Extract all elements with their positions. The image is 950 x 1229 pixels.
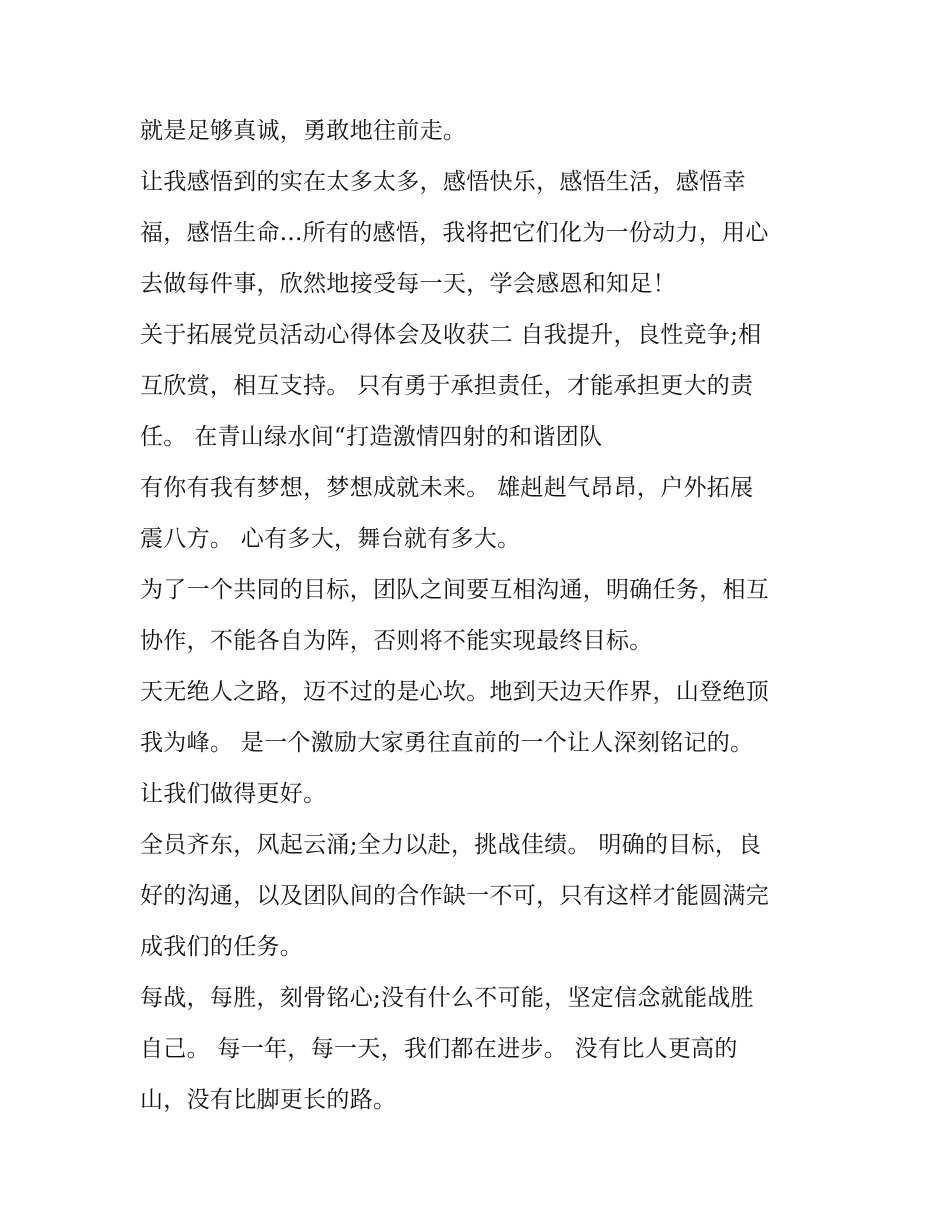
text-line: 福，感悟生命...所有的感悟，我将把它们化为一份动力，用心 bbox=[140, 220, 769, 246]
text-line: 就是足够真诚，勇敢地往前走。 bbox=[140, 118, 467, 144]
text-line: 关于拓展党员活动心得体会及收获二 自我提升，良性竞争;相 bbox=[140, 322, 762, 348]
text-line: 有你有我有梦想，梦想成就未来。 雄赳赳气昂昂，户外拓展 bbox=[140, 475, 754, 501]
text-line: 成我们的任务。 bbox=[140, 934, 304, 960]
text-line: 全员齐东，风起云涌;全力以赴，挑战佳绩。 明确的目标，良 bbox=[140, 832, 762, 858]
text-line: 让我们做得更好。 bbox=[140, 781, 327, 807]
text-line: 让我感悟到的实在太多太多，感悟快乐，感悟生活，感悟幸 bbox=[140, 169, 746, 195]
text-line: 天无绝人之路，迈不过的是心坎。地到天边天作界，山登绝顶 bbox=[140, 679, 770, 705]
text-line: 好的沟通，以及团队间的合作缺一不可，只有这样才能圆满完 bbox=[140, 883, 770, 909]
text-line: 每战，每胜，刻骨铭心;没有什么不可能，坚定信念就能战胜 bbox=[140, 985, 754, 1011]
text-line: 震八方。 心有多大，舞台就有多大。 bbox=[140, 526, 521, 552]
document-body bbox=[140, 106, 820, 1126]
text-line: 互欣赏，相互支持。 只有勇于承担责任，才能承担更大的责 bbox=[140, 373, 754, 399]
text-line: 我为峰。 是一个激励大家勇往直前的一个让人深刻铭记的。 bbox=[140, 730, 754, 756]
text-line: 为了一个共同的目标，团队之间要互相沟通，明确任务，相互 bbox=[140, 577, 770, 603]
text-line: 去做每件事，欣然地接受每一天，学会感恩和知足！ bbox=[140, 271, 676, 297]
text-line: 协作，不能各自为阵，否则将不能实现最终目标。 bbox=[140, 628, 653, 654]
text-line: 自己。 每一年，每一天，我们都在进步。 没有比人更高的 bbox=[140, 1036, 738, 1062]
text-line: 任。 在青山绿水间“打造激情四射的和谐团队 bbox=[140, 424, 603, 450]
text-line: 山，没有比脚更长的路。 bbox=[140, 1087, 397, 1113]
